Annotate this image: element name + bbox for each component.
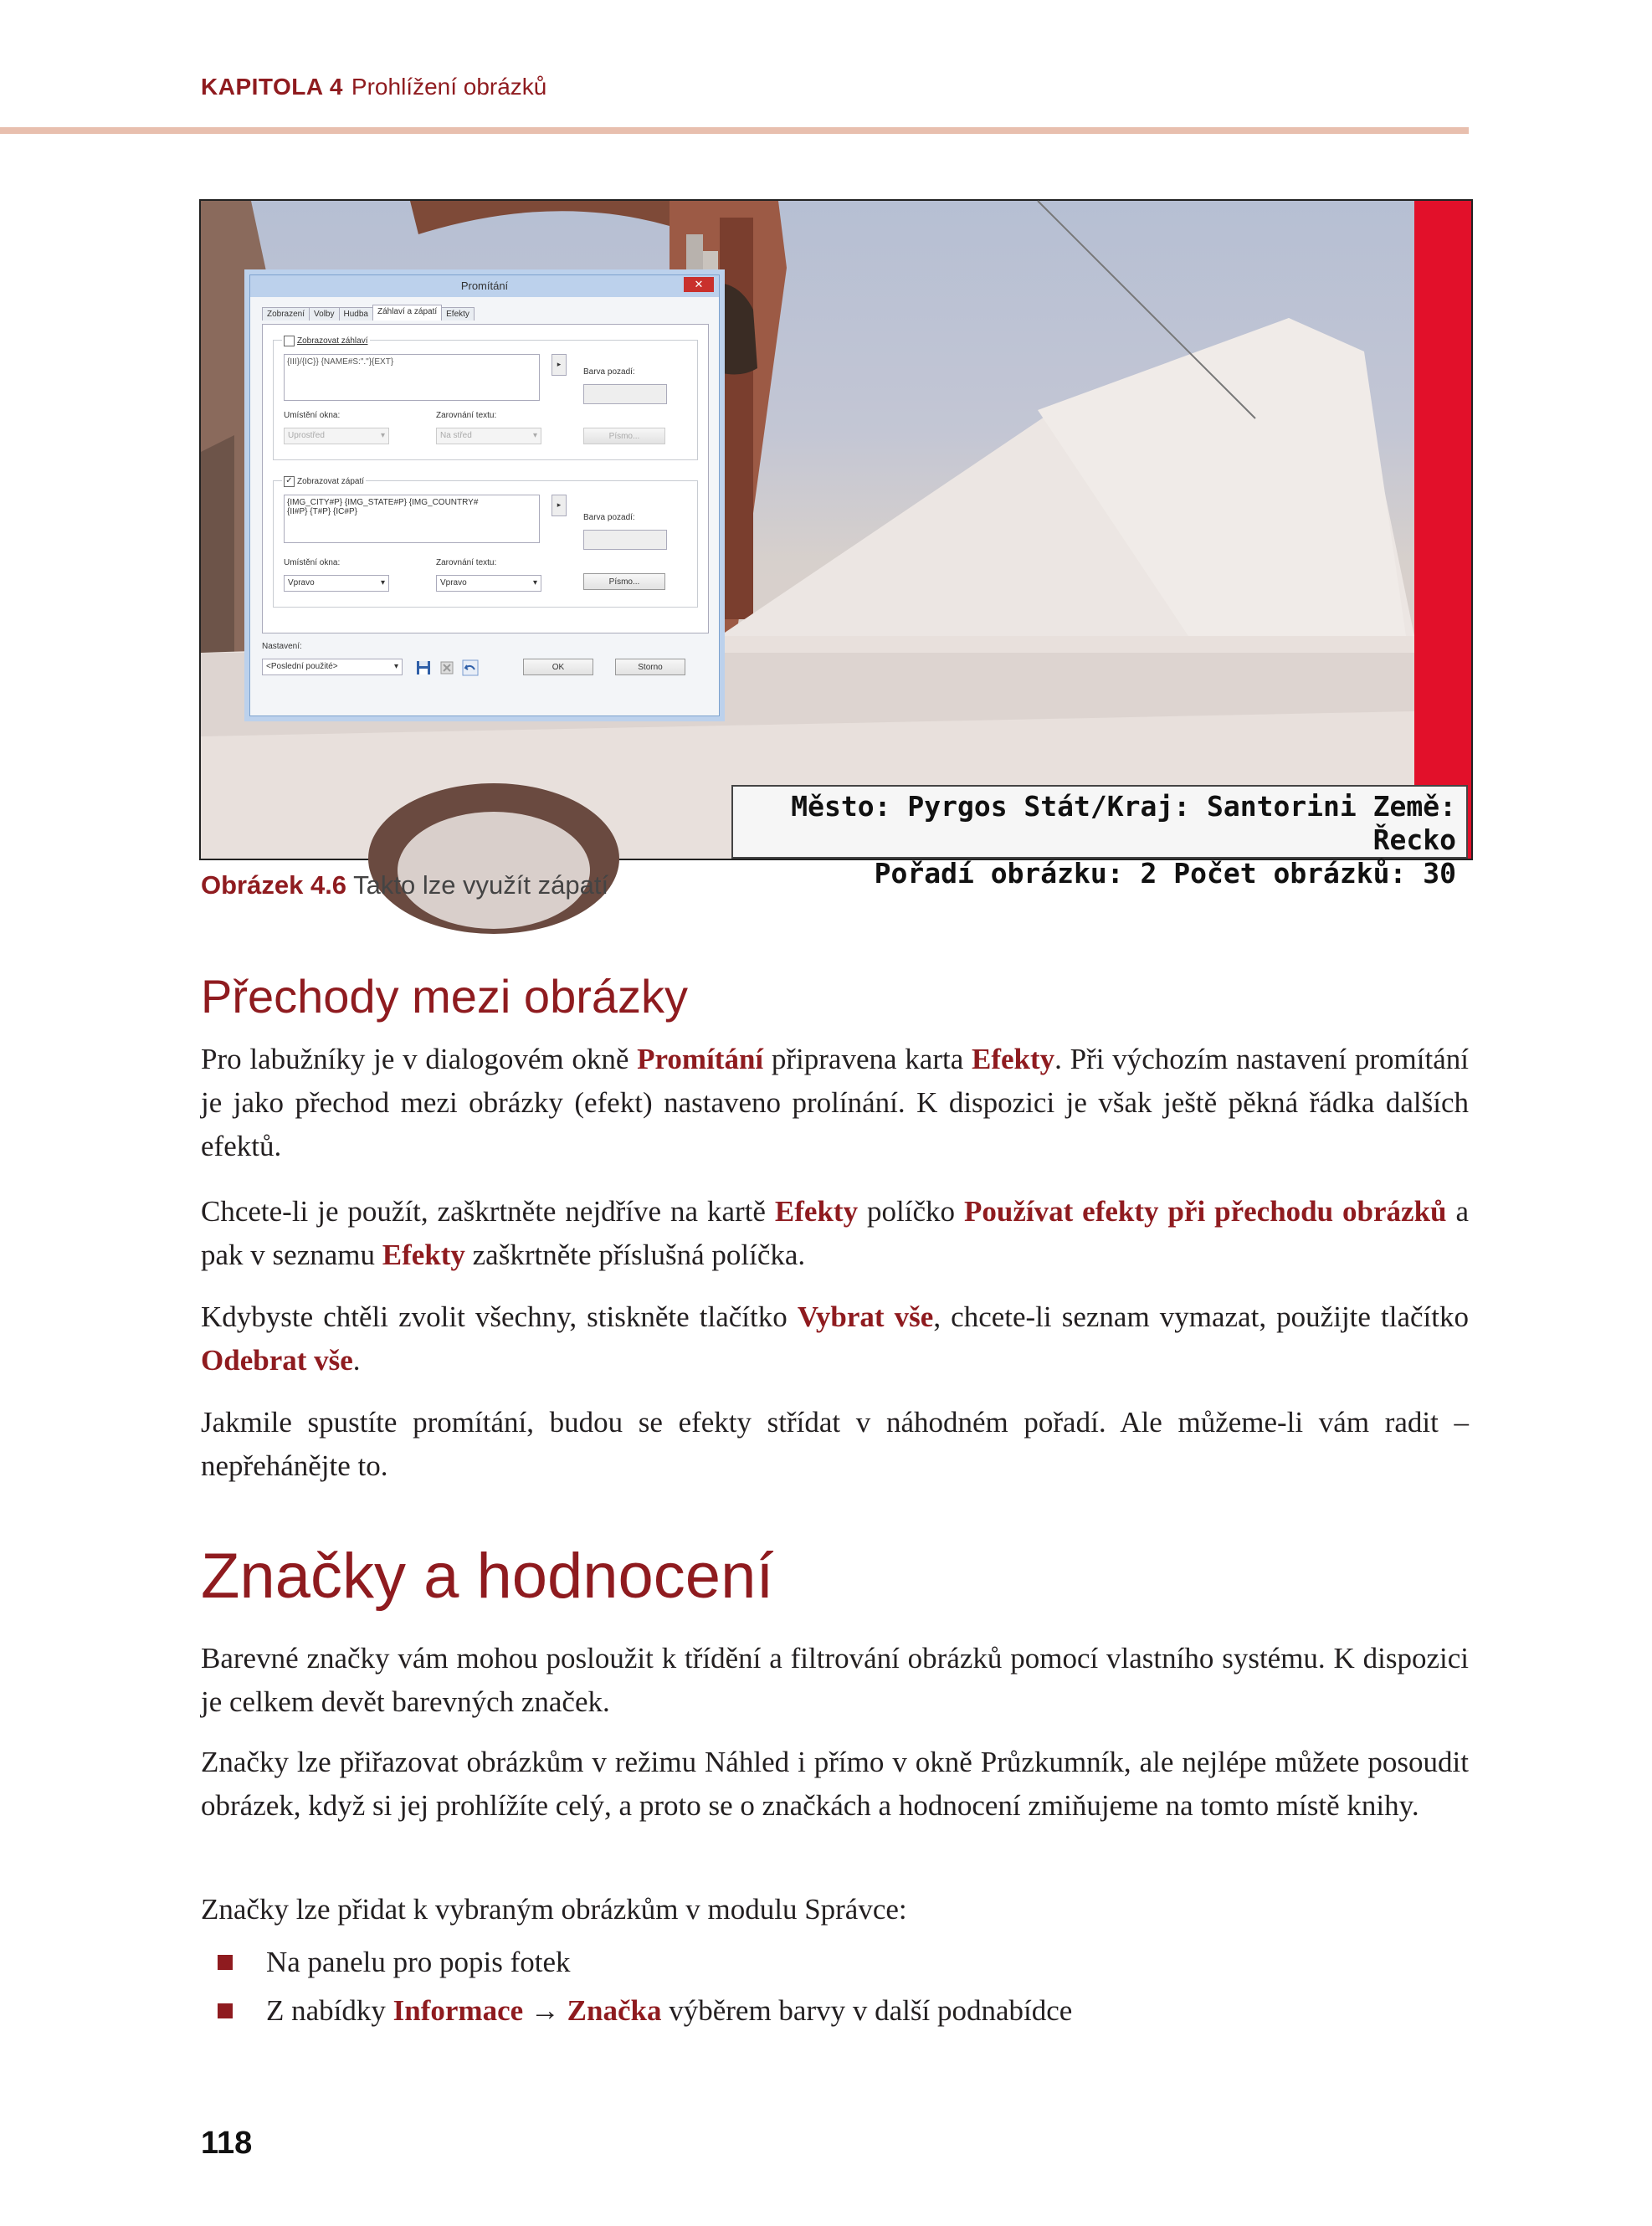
footer-text-line2: {II#P} {T#P} {IC#P}	[287, 507, 357, 516]
cancel-button[interactable]: Storno	[615, 659, 685, 675]
term-informace: Informace	[392, 1994, 524, 2027]
bullet-square-icon	[218, 1955, 233, 1970]
header-align-select[interactable]	[436, 428, 541, 444]
settings-select[interactable]	[262, 659, 403, 675]
arrow-right-icon: →	[523, 1994, 567, 2027]
term-remove-all: Odebrat vše	[201, 1344, 353, 1377]
list-item	[201, 1987, 1469, 2035]
chapter-title: Prohlížení obrázků	[351, 74, 547, 100]
text-run: , chcete-li seznam vymazat, použijte tlačítko	[933, 1300, 1469, 1333]
red-accent-bar	[1414, 201, 1471, 859]
chevron-down-icon: ▾	[393, 662, 398, 671]
text-run: Z nabídky	[266, 1994, 393, 2027]
section-title-tags: Značky a hodnocení	[201, 1541, 774, 1612]
header-pos-select[interactable]	[284, 428, 389, 444]
chevron-down-icon: ▾	[380, 431, 385, 440]
paragraph: Značky lze přidat k vybraným obrázkům v modulu Správce:	[201, 1893, 907, 1926]
footer-insert-arrow-icon[interactable]: ▸	[552, 495, 567, 516]
footer-checkbox-label: Zobrazovat zápatí	[297, 477, 365, 487]
footer-group	[273, 476, 698, 608]
text-run: zaškrtněte příslušná políčka.	[464, 1239, 806, 1271]
header-bg-label: Barva pozadí:	[583, 367, 635, 377]
paragraph	[201, 1295, 1469, 1382]
header-rule	[0, 127, 1469, 134]
tab-efekty[interactable]: Efekty	[441, 307, 475, 321]
footer-text-field[interactable]	[284, 495, 540, 543]
footer-bg-label: Barva pozadí:	[583, 513, 635, 522]
term-efekty: Efekty	[774, 1195, 859, 1228]
footer-pos-value: Vpravo	[288, 578, 315, 587]
bullet-list	[201, 1938, 1469, 2035]
text-run: Chcete-li je použít, zaškrtněte nejdříve na kartě	[201, 1195, 775, 1228]
term-promitani: Promítání	[637, 1043, 764, 1075]
header-checkbox-box[interactable]	[284, 336, 295, 346]
photo-footer-info	[731, 785, 1468, 890]
caption-text: Takto lze využít zápatí	[353, 870, 609, 900]
paragraph: Značky lze přiřazovat obrázkům v režimu Náhled i přímo v okně Průzkumník, ale nejlépe můžete posoudit obrázek, když si jej prohlížíte celý, a proto se o značkách a hodnocení zmiňujeme na tomto místě knihy.	[201, 1746, 1469, 1822]
text-run: . Při výchozím nastavení promítání je jako přechod mezi obrázky (efekt) nastaveno prolínání. K dispozici je však ještě pěkná řádka dalších efektů.	[201, 1043, 1469, 1162]
text-run: a pak v seznamu	[201, 1195, 1469, 1271]
term-select-all: Vybrat vše	[797, 1300, 934, 1333]
tab-hudba[interactable]: Hudba	[339, 307, 373, 321]
page-number: 118	[201, 2126, 253, 2161]
ok-button[interactable]: OK	[523, 659, 593, 675]
settings-value: <Poslední použité>	[266, 662, 338, 671]
bullet-square-icon	[218, 2003, 233, 2018]
footer-checkbox[interactable]	[282, 476, 366, 487]
header-bg-swatch[interactable]	[583, 384, 667, 404]
header-pos-value: Uprostřed	[288, 431, 325, 440]
term-znacka: Značka	[567, 1994, 662, 2027]
footer-bg-swatch[interactable]	[583, 530, 667, 550]
header-font-button[interactable]: Písmo...	[583, 428, 665, 444]
save-icon[interactable]	[414, 659, 433, 677]
term-efekty: Efekty	[971, 1043, 1055, 1075]
tab-volby[interactable]: Volby	[309, 307, 339, 321]
chapter-label: KAPITOLA 4	[201, 74, 343, 100]
text-run: Kdybyste chtěli zvolit všechny, stiskněte tlačítko	[201, 1300, 798, 1333]
text-run: políčko	[858, 1195, 964, 1228]
footer-pos-label: Umístění okna:	[284, 558, 341, 567]
text-run: výběrem barvy v další podnabídce	[661, 1994, 1073, 2027]
header-align-label: Zarovnání textu:	[436, 411, 497, 420]
delete-preset-icon[interactable]	[438, 659, 456, 677]
footer-align-value: Vpravo	[440, 578, 467, 587]
term-use-effects: Používat efekty při přechodu obrázků	[963, 1195, 1447, 1228]
footer-align-select[interactable]	[436, 575, 541, 592]
header-pos-label: Umístění okna:	[284, 411, 341, 420]
text-run: .	[352, 1344, 361, 1377]
tab-zobrazeni[interactable]: Zobrazení	[262, 307, 310, 321]
paragraph	[201, 1038, 1469, 1168]
running-header	[201, 74, 546, 100]
header-align-value: Na střed	[440, 431, 472, 440]
footer-pos-select[interactable]	[284, 575, 389, 592]
dialog-title: Promítání	[250, 275, 719, 297]
dialog-tabs	[262, 307, 474, 324]
chevron-down-icon: ▾	[380, 578, 385, 587]
slideshow-dialog	[249, 274, 720, 716]
paragraph: Barevné značky vám mohou posloužit k třídění a filtrování obrázků pomocí vlastního systému. K dispozici je celkem devět barevných značek.	[201, 1642, 1469, 1718]
list-item-text: Na panelu pro popis fotek	[266, 1946, 571, 1978]
figure-caption	[201, 870, 608, 900]
paragraph	[201, 1190, 1469, 1277]
chevron-down-icon: ▾	[532, 578, 537, 587]
caption-label: Obrázek 4.6	[201, 870, 347, 900]
undo-icon[interactable]	[461, 659, 480, 677]
settings-label: Nastavení:	[262, 642, 302, 651]
text-run: připravena karta	[763, 1043, 972, 1075]
info-line-order: Pořadí obrázku: 2 Počet obrázků: 30	[874, 857, 1456, 890]
header-insert-arrow-icon[interactable]: ▸	[552, 354, 567, 376]
header-checkbox-label: Zobrazovat záhlaví	[297, 336, 368, 346]
text-run: Pro labužníky je v dialogovém okně	[201, 1043, 638, 1075]
tab-zahlavi-zapati[interactable]: Záhlaví a zápatí	[372, 305, 442, 321]
footer-text-line1: {IMG_CITY#P} {IMG_STATE#P} {IMG_COUNTRY#	[287, 498, 479, 507]
tab-panel	[262, 324, 709, 633]
footer-font-button[interactable]: Písmo...	[583, 573, 665, 590]
term-efekty: Efekty	[382, 1239, 465, 1271]
header-text-field[interactable]: {III}/{IC}} {NAME#S:"."}{EXT}	[284, 354, 540, 401]
chevron-down-icon: ▾	[532, 431, 537, 440]
close-icon[interactable]: ✕	[684, 277, 714, 292]
list-item	[201, 1938, 1469, 1987]
paragraph: Jakmile spustíte promítání, budou se efekty střídat v náhodném pořadí. Ale můžeme-li vám radit – nepřehánějte to.	[201, 1406, 1469, 1482]
footer-checkbox-box[interactable]: ✓	[284, 476, 295, 487]
header-group	[273, 336, 698, 460]
header-checkbox[interactable]	[282, 336, 370, 346]
section-title-transitions: Přechody mezi obrázky	[201, 970, 689, 1023]
info-line-location: Město: Pyrgos Stát/Kraj: Santorini Země: Řecko	[791, 790, 1456, 856]
footer-align-label: Zarovnání textu:	[436, 558, 497, 567]
